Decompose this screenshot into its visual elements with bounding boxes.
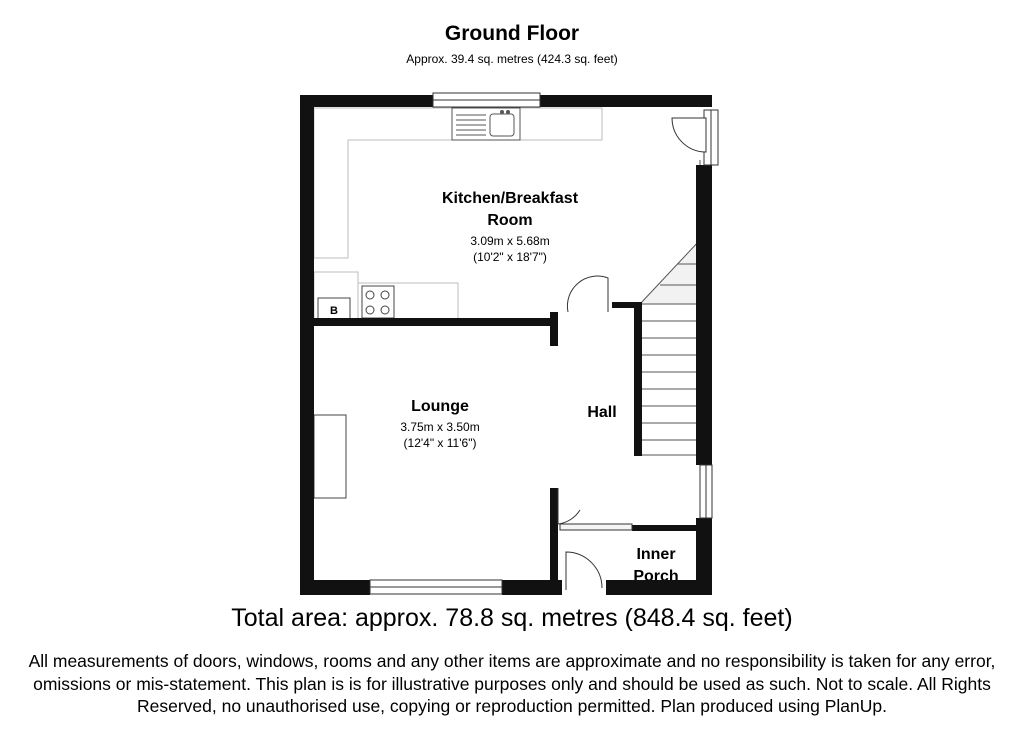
kitchen-dimensions-metric: 3.09m x 5.68m [470,234,550,248]
porch-name-line1: Inner [636,546,676,563]
hob-icon [362,286,394,318]
porch-name-line2: Porch [633,568,679,580]
porch-sliding-door [560,524,632,530]
total-area: Total area: approx. 78.8 sq. metres (848.4 sq. feet) [231,604,793,632]
lounge-dimensions-imperial: (12'4" x 11'6") [403,436,477,450]
boiler-label: B [330,305,338,317]
kitchen-name-line1: Kitchen/Breakfast [441,190,579,207]
kitchen-name-line2: Room [487,212,533,229]
floor-area-note: Approx. 39.4 sq. metres (424.3 sq. feet) [406,52,618,66]
hall-name: Hall [587,404,617,421]
disclaimer: All measurements of doors, windows, rooms and any other items are approximate and no responsibility is taken for any error, omissions or mis-statement. This plan is is for illustrative purposes only and should be used as such. Not to scale. All Rights Reserved, no unauthorised use, copying or reproduction permitted. Plan produced using PlanUp. [28,651,996,716]
lounge-name: Lounge [411,398,469,415]
floor-title: Ground Floor [444,22,580,45]
kitchen-dimensions-imperial: (10'2" x 18'7") [473,250,547,264]
lounge-dimensions-metric: 3.75m x 3.50m [400,420,480,434]
sink-icon [452,108,520,140]
